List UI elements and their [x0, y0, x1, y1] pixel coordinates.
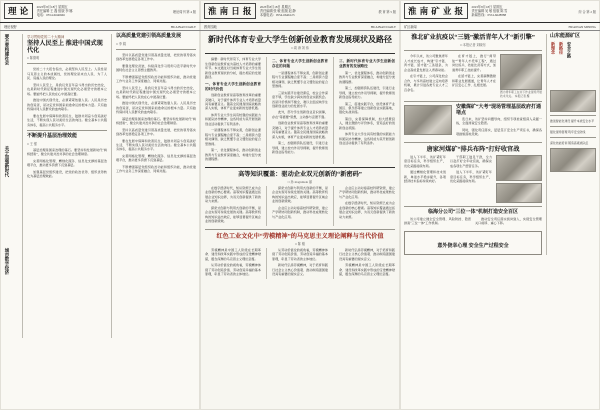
center-headline-2: 高等知识覆盖：驱动企业双元创新的“新密码” — [238, 170, 362, 178]
masthead-date-center: 2023年8月18日 星期五 — [259, 5, 291, 9]
right-sub-2-columns — [404, 153, 542, 203]
masthead-section-right: 综 合 第 2 版 — [578, 9, 596, 14]
right-sub2-col-1 — [404, 155, 446, 203]
para: 劳模精神是中国工人阶级在长期革命、建设和改革实践中形成的宝贵精神财富，蕴含深厚的马克思主义理论意蕴。 — [339, 263, 395, 277]
para: 今年以来，该公司聚焦青年人才成长成才，构建“引才链、育才链、留才链”三条链条，为企业高质量发展注入青春动能。 — [404, 54, 448, 72]
right-sub-3-columns — [404, 216, 542, 228]
left-kicker: 学习贯彻党的二十大精神 — [27, 35, 65, 39]
para: 坚持以高质量党建引领高质量发展，把党的领导落实到改革发展稳定各项工作中。 — [116, 127, 196, 137]
para: 劳模精神是中国工人阶级在长期革命、建设和改革实践中形成的宝贵精神财富，蕴含深厚的马克思主义理论意蕴。 — [205, 247, 261, 261]
para: 第一，优化课程体系，推动创新创业教育与专业教育深度融合，构建分层分类的课程群。 — [205, 148, 261, 162]
vertical-title-3: 城市数字经济 — [5, 248, 10, 275]
sheet-right — [400, 0, 600, 410]
para: 探索式创新与利用式创新的平衡，是企业实现可持续发展的关键。高等教育机构的知识溢出效应，能够显著提升区域企业的创新绩效。 — [272, 185, 328, 204]
masthead-meta-center — [260, 5, 375, 17]
para: 一是课程体系不够完善，创新创业课程与专业课程融合度不高；二是师资力量相对薄弱，缺乏既懂专业又懂创业的复合型教师。 — [205, 128, 261, 146]
bottom-banner — [404, 231, 542, 255]
para: 要在发展中保障和改善民生，鼓励共同奋斗创造美好生活，不断实现人民对美好生活的向往。健全基本公共服务体系，提高公共服务水平。 — [116, 138, 196, 152]
right-byline: □ 本报记者 刘晓东 — [460, 43, 486, 48]
masthead-logo-center: 淮 南 日 报 — [204, 3, 256, 19]
center-lead-columns — [205, 57, 395, 164]
right-sub2-col-2 — [450, 155, 492, 203]
para: 摘要：新时代背景下，体育专业大学生创新创业教育成为高校人才培养的重要环节。本文通过对当前体育专业大学生创新创业教育现状的分析，提出相应的发展路径。 — [205, 57, 261, 80]
para: 一是课程体系不够完善，创新创业课程与专业课程融合度不高；二是师资力量相对薄弱，缺乏既懂专业又懂创业的复合型教师。 — [272, 70, 328, 89]
sidebar-item: 推进智能化建设 提升本质安全水平 — [550, 118, 595, 123]
masthead-editor-left: 责任编辑 王 磊 组版 李 娜 — [36, 9, 73, 13]
para: 三是实践平台建设滞后，校企合作深度不够，学生缺少真实的创业实践机会。四是评价机制不健全，难以全面反映学生创新创业能力的发展水平。 — [272, 90, 328, 108]
masthead-logo-right: 淮 南 矿 业 报 — [404, 3, 468, 19]
subhead: 三、新时代体育专业大学生创新创业教育的发展路径 — [339, 59, 395, 69]
strip-left — [0, 23, 200, 31]
bottom-banner-text: 意外侥幸心理 安全生产过程安全 — [437, 243, 509, 249]
right-col-2 — [452, 54, 496, 98]
sub-photo-2 — [496, 155, 542, 181]
strip-right-label: 矿区新闻 — [404, 25, 417, 29]
masthead-editor-right: 责任编辑 吴 敏 组版 陈 雪 — [471, 9, 508, 13]
masthead-date-left: 2023年8月18日 星期五 — [36, 5, 68, 9]
center3-col-3 — [339, 248, 395, 279]
center3-col-1 — [205, 248, 261, 279]
left-headline-3: 以高质量党建引领高质量发展 — [116, 34, 182, 39]
sidebar-vlabel-2: 新路径 — [559, 41, 564, 54]
center-col-2 — [272, 57, 328, 164]
right-sub-headline-2: 唐家河煤矿“排兵布阵”打好收官战 — [426, 145, 520, 153]
right-photo-wrap — [500, 54, 542, 98]
sub-photo-3 — [496, 183, 542, 203]
para: 要在发展中保障和改善民生，鼓励共同奋斗创造美好生活，不断实现人民对美好生活的向往。健全基本公共服务体系，提高公共服务水平。 — [27, 113, 107, 127]
center2-col-2 — [272, 186, 328, 226]
para: 在引才链上，公司深化校企合作，与多所高校建立定向培养机制，累计引进各类专业人才三百余名。 — [404, 74, 448, 92]
para: 在数字经济时代，知识资源已成为企业创新的核心要素。高等知识覆盖通过拓展企业知识边界，为双元创新提供了新的动力来源。 — [205, 185, 261, 204]
para: 第二，加强师资队伍建设，引进行业导师，建立校内外双导师制，提升教师创新创业指导能力。 — [339, 86, 395, 100]
sidebar-title: 山东能源矿区 — [550, 34, 581, 39]
center2-col-1 — [205, 186, 261, 226]
sheet-left — [0, 0, 200, 410]
vertical-title-1: 要不要构建社会 — [5, 34, 10, 65]
para: 连日来，该矿坚持问题导向，组织专项检查组深入采掘一线，全面排查安全隐患。 — [456, 116, 542, 126]
center-third-columns — [205, 248, 395, 279]
left-body-2 — [27, 148, 107, 179]
para: 在育才链上，推行“师带徒”“青年人才托举工程”，通过岗位练兵、技能比武等方式，加速青年职工技能提升。 — [452, 54, 496, 72]
strip-center — [200, 23, 400, 31]
para: 新时代弘扬劳模精神，对于培育和践行社会主义核心价值观、推动制造强国建设具有重要的现实意义。 — [272, 263, 328, 277]
left-second-column — [116, 34, 196, 338]
center-second-columns — [205, 186, 395, 226]
para: 创新创业教育是高等教育改革的重要突破口，对于提升体育专业人才培养质量具有重要意义。随着全民健身国家战略的深入实施，体育产业迎来新的发展机遇。 — [272, 121, 328, 139]
vertical-title-2: 关于加强新时代 — [5, 146, 10, 177]
para: 第一，优化课程体系，推动创新创业教育与专业教育深度融合，构建分层分类的课程群。 — [339, 70, 395, 84]
right-sub-photo-wrap — [404, 105, 452, 138]
para: 探索式创新与利用式创新的平衡，是企业实现可持续发展的关键。高等教育机构的知识溢出效应，能够显著提升区域企业的创新绩效。 — [205, 205, 261, 224]
para: 通过精细化管理和技术创新，单进水平稳步提升，各项经济技术指标持续向好。 — [404, 170, 446, 184]
para: 坚持人民至上，是我们党百年奋斗得出的历史结论，也是新时代新征程推进中国式现代化必须坚守的根本立场。要始终把人民放在心中最高位置。 — [27, 82, 107, 96]
right-col-1 — [404, 54, 448, 98]
right-sidebar — [546, 34, 596, 255]
left-headline-2: 不断提升基层治理效能 — [27, 134, 78, 140]
sidebar-vlabel-3: 安全之路 — [567, 41, 572, 58]
para: 企业应主动对接高校科研资源，建立产学研协同创新机制，推动科技成果转化与产业化应用。 — [339, 185, 395, 199]
masthead-center — [200, 0, 400, 23]
para: 新时代弘扬劳模精神，对于培育和践行社会主义核心价值观、推动制造强国建设具有重要的现实意义。 — [339, 247, 395, 261]
sidebar-vertical-labels — [550, 42, 596, 88]
sidebar-item: 强化现场管理 筑牢安全防线 — [550, 129, 586, 134]
strip-right — [400, 23, 600, 31]
subhead: 一、体育专业大学生创新创业教育的时代价值 — [205, 81, 261, 91]
para: 加强基层党组织建设，把党的政治优势、组织优势转化为基层治理效能。 — [27, 169, 107, 179]
para: 体育专业大学生具有较强的实践能力和团队协作精神，这些特质为其开展创新创业活动提供了有利条件。 — [205, 112, 261, 126]
center-byline: □ 周 涛 刘 伟 — [291, 46, 309, 51]
left-headline-1: 坚持人民至上 推进中国式现代化 — [27, 40, 103, 55]
sidebar-items — [550, 119, 596, 145]
left-body-3 — [116, 53, 196, 174]
right-main — [404, 34, 542, 255]
sidebar-photo — [550, 90, 596, 112]
para: 坚持人民至上，是我们党百年奋斗得出的历史结论，也是新时代新征程推进中国式现代化必须坚守的根本立场。要始终把人民放在心中最高位置。 — [116, 85, 196, 99]
right-lead-columns — [404, 54, 542, 98]
left-byline-3: □ 李 娟 — [116, 41, 126, 46]
center-byline-3: □ 陈 刚 — [295, 241, 305, 246]
strip-right-brand: HUAINAN MINING — [568, 24, 596, 29]
para: 干部职工鼓足干劲，全力以赴打好全年收官战，确保完成各项生产经营任务。 — [450, 154, 492, 168]
para: 坚持以高质量党建引领高质量发展，把党的领导落实到改革发展稳定各项工作中。 — [116, 52, 196, 62]
para: 在留才链上，完善薪酬激励和职业发展通道，让青年人才在矿区安心工作、扎根发展。 — [452, 74, 496, 88]
masthead-phone-left: 电话：0554-6646666 — [36, 13, 65, 17]
para: 同时，强化责任落实，层层签订安全生产责任书，确保各项措施落地见效。 — [456, 127, 542, 137]
para: 从劳动价值论的视角看，劳模精神体现了劳动创造价值、劳动创造幸福的基本原理，彰显了劳动者的主体地位。 — [272, 247, 328, 261]
para: 要强化理论武装，持续深化学习贯彻习近平新时代中国特色社会主义思想主题教育。 — [116, 63, 196, 73]
left-vertical-titles — [4, 34, 18, 338]
center-col-3 — [339, 57, 395, 164]
left-byline-1: □ 陈德明 — [27, 56, 40, 61]
para: 创新创业教育是高等教育改革的重要突破口，对于提升体育专业人才培养质量具有重要意义。随着全民健身国家战略的深入实施，体育产业迎来新的发展机遇。 — [205, 93, 261, 111]
para: 推进中国式现代化，必须紧紧依靠人民。人民是历史的创造者，是决定党和国家前途命运的根本力量。只有始终保持同人民群众的血肉联系。 — [27, 98, 107, 112]
para: 推动安全责任落实到岗到人，实现安全管理关口前移、重心下移。 — [475, 216, 542, 226]
masthead-section-center: 教 育 第 5 版 — [378, 9, 396, 14]
para: 企业应主动对接高校科研资源，建立产学研协同创新机制，推动科技成果转化与产业化应用。 — [272, 205, 328, 219]
right-sub-1-text — [456, 105, 542, 138]
left-byline-2: □ 王 强 — [27, 141, 37, 146]
strip-center-label: 教育园地 — [204, 25, 217, 29]
para: 不断增强基层党组织政治功能和组织功能，推动党建工作与业务工作深度融合、同频共振。 — [116, 74, 196, 84]
center-col-1 — [205, 57, 261, 164]
sheet-center — [200, 0, 400, 410]
para: 不断增强基层党组织政治功能和组织功能，推动党建工作与业务工作深度融合、同频共振。 — [116, 164, 196, 174]
right-sub2-photo-wrap — [496, 155, 542, 203]
masthead-logo-left: 理 论 — [4, 3, 33, 19]
photo-caption: 图为青年职工在井下作业现场开展技术攻关。 本报记者 摄 — [500, 91, 542, 98]
para: 基层治理是国家治理的基石。要坚持和发展新时代“枫桥经验”，健全共建共治共享的社会治理制度。 — [27, 147, 107, 157]
left-main-column — [27, 34, 107, 338]
masthead-right — [400, 0, 600, 23]
masthead-left — [0, 0, 200, 23]
subhead: 二、体育专业大学生创新创业教育存在的问题 — [272, 59, 328, 69]
strip-left-label: 理论视野 — [4, 25, 17, 29]
sidebar-vlabel-1: 新理念 — [551, 41, 556, 54]
right-sub-1 — [404, 105, 542, 138]
para: 第三，搭建实践平台，依托体育产业园区、俱乐部等建立创新创业实践基地，强化实战训练。 — [339, 101, 395, 115]
right-sub-headline-3: 临海分公司“三位一体”机制打造安全百区 — [427, 209, 518, 215]
center3-col-2 — [272, 248, 328, 279]
right-sub-headline-1: 安徽煤矿“大考”现场管理基层政府打通堵点 — [456, 105, 542, 117]
masthead-editor-center: 责任编辑 张 敏 组版 赵 静 — [259, 9, 296, 13]
center-lead — [200, 31, 400, 279]
right-layout — [400, 31, 600, 255]
center-headline-3: 红色工业文化中“劳模精神”的马克思主义理论阐释与当代价值 — [216, 232, 384, 240]
right-sub3-col-2 — [475, 217, 542, 228]
para: 党的二十大报告指出，必须坚持人民至上。人民性是马克思主义的本质属性，党的理论是来自人民、为了人民、造福人民的理论。 — [27, 67, 107, 81]
para: 第二，加强师资队伍建设，引进行业导师，建立校内外双导师制，提升教师创新创业指导能力。 — [272, 141, 328, 155]
para: 体育专业大学生具有较强的实践能力和团队协作精神，这些特质为其开展创新创业活动提供了有利条件。 — [339, 132, 395, 146]
masthead-meta-right — [472, 5, 575, 17]
para: 此外，部分学生创新创业意识淡薄，存在“等靠要”思想，主动参与意愿不强。 — [272, 110, 328, 119]
center2-col-3 — [339, 186, 395, 226]
sidebar-item: 深化技能培训 锻造高素质队伍 — [550, 140, 589, 145]
para: 完善网格化管理、精细化服务、信息化支撑的基层治理平台，推动更多资源下沉到基层。 — [27, 158, 107, 168]
para: 基层治理是国家治理的基石。要坚持和发展新时代“枫桥经验”，健全共建共治共享的社会治理制度。 — [116, 116, 196, 126]
right-headline: 淮北矿业抗疫以“三链”激活青年人才“新引擎” — [411, 34, 535, 41]
masthead-phone-center: 本版电话：0554-6646123 — [259, 13, 295, 17]
para: 第四，完善保障机制，加大经费投入，健全激励与评价体系，营造良好的创新创业氛围。 — [339, 116, 395, 130]
para: 进入下半年，该矿紧盯年度目标任务，科学组织生产，优化采掘接续布局。 — [404, 154, 446, 168]
left-body-1 — [27, 67, 107, 127]
masthead-date-right: 2023年8月18日 星期五 — [471, 5, 503, 9]
strip-center-brand: HUAINAN DAILY — [370, 24, 396, 29]
sidebar-photo-2 — [550, 148, 596, 172]
left-columns — [0, 31, 200, 338]
center-headline: 新时代体育专业大学生创新创业教育发展现状及路径 — [208, 35, 392, 44]
para: 进入下半年，该矿紧盯年度目标任务，科学组织生产，优化采掘接续布局。 — [450, 170, 492, 184]
center-byline-2: □ 孙 magnitude 丽 — [287, 179, 313, 184]
masthead-section-left: 理论周刊 第 4 版 — [172, 9, 196, 14]
para: 推进中国式现代化，必须紧紧依靠人民。人民是历史的创造者，是决定党和国家前途命运的根本力量。只有始终保持同人民群众的血肉联系。 — [116, 101, 196, 115]
right-sub3-col-1 — [404, 217, 471, 228]
para: 在数字经济时代，知识资源已成为企业创新的核心要素。高等知识覆盖通过拓展企业知识边界，为双元创新提供了新的动力来源。 — [339, 201, 395, 219]
masthead-meta-left — [37, 5, 169, 17]
para: 该公司建立健全安全管理、风险防控、隐患排查“三位一体”工作机制。 — [404, 216, 471, 226]
sub-photo — [404, 105, 452, 135]
right-sub-body-1 — [456, 117, 542, 137]
para: 完善网格化管理、精细化服务、信息化支撑的基层治理平台，推动更多资源下沉到基层。 — [116, 153, 196, 163]
para: 从劳动价值论的视角看，劳模精神体现了劳动创造价值、劳动创造幸福的基本原理，彰显了劳动者的主体地位。 — [205, 263, 261, 277]
strip-left-brand: HUAINAN DAILY — [170, 24, 196, 29]
article-photo — [500, 54, 542, 90]
masthead-phone-right: 新闻热线：0554-6628888 — [471, 13, 507, 17]
